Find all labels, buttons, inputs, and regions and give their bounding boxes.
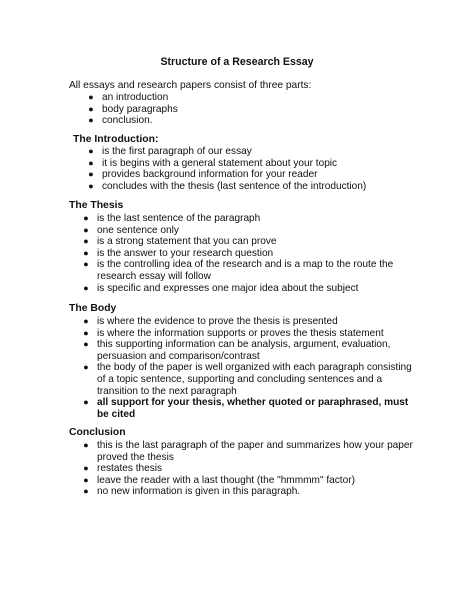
list-item: ● leave the reader with a last thought (the "hmmmm" factor) (97, 475, 413, 487)
list-item: ● is where the evidence to prove the thesis is presented (97, 316, 413, 328)
list-item: ● one sentence only (97, 225, 413, 237)
bullet-icon: ● (83, 259, 89, 270)
bullet-icon: ● (83, 316, 89, 326)
list-item: ● is the answer to your research question (97, 248, 413, 260)
thesis-list (83, 213, 413, 294)
bullet-icon: ● (83, 282, 89, 293)
bullet-icon: ● (88, 146, 94, 156)
list-item: ● is the controlling idea of the research and is a map to the route the research essay will follow (97, 259, 413, 282)
intro-parts-list (88, 92, 432, 127)
bullet-icon: ● (83, 247, 89, 258)
bullet-icon: ● (83, 236, 89, 247)
bullet-icon: ● (88, 115, 94, 126)
body-heading: The Body (69, 303, 117, 314)
list-item: ● is where the information supports or proves the thesis statement (97, 328, 413, 340)
list-item: ● is specific and expresses one major idea about the subject (97, 283, 413, 295)
bullet-icon: ● (83, 486, 89, 497)
conclusion-heading: Conclusion (69, 427, 126, 438)
list-item: ● concludes with the thesis (last sentence of the introduction) (102, 181, 432, 193)
bullet-icon: ● (83, 327, 89, 338)
bullet-icon: ● (88, 157, 94, 168)
bullet-icon: ● (88, 180, 94, 191)
bullet-icon: ● (83, 339, 89, 350)
list-item: ● this is the last paragraph of the paper and summarizes how your paper proved the thesis (97, 440, 413, 463)
list-item: ● is the last sentence of the paragraph (97, 213, 413, 225)
list-item: ● it is begins with a general statement about your topic (102, 158, 432, 170)
list-item: ● restates thesis (97, 463, 413, 475)
bullet-icon: ● (88, 92, 94, 102)
list-item: ● this supporting information can be analysis, argument, evaluation, persuasion and comparison/contrast (97, 339, 413, 362)
bullet-icon: ● (83, 362, 89, 373)
intro-text: All essays and research papers consist of three parts: (69, 80, 312, 91)
bullet-icon: ● (83, 463, 89, 474)
list-item: ● no new information is given in this paragraph. (97, 486, 413, 498)
list-item: ● is the first paragraph of our essay (102, 146, 432, 158)
list-item: ● conclusion. (102, 115, 432, 127)
list-item: ● provides background information for your reader (102, 169, 432, 181)
list-item: ● is a strong statement that you can prove (97, 236, 413, 248)
bullet-icon: ● (83, 213, 89, 223)
bullet-icon: ● (88, 103, 94, 114)
list-item: ● body paragraphs (102, 104, 432, 116)
bullet-icon: ● (83, 474, 89, 485)
bullet-icon: ● (83, 397, 89, 408)
list-item: ● all support for your thesis, whether quoted or paraphrased, must be cited (97, 397, 413, 420)
introduction-list (88, 146, 432, 192)
body-list (83, 316, 413, 420)
list-item: ● an introduction (102, 92, 432, 104)
bullet-icon: ● (88, 169, 94, 180)
introduction-heading: The Introduction: (73, 134, 159, 145)
bullet-icon: ● (83, 440, 89, 450)
list-item: ● the body of the paper is well organized with each paragraph consisting of a topic sentence, supporting and concluding sentences and a transition to the next paragraph (97, 362, 413, 397)
thesis-heading: The Thesis (69, 200, 124, 211)
page-title: Structure of a Research Essay (160, 56, 314, 68)
conclusion-list (83, 440, 413, 498)
bullet-icon: ● (83, 224, 89, 235)
